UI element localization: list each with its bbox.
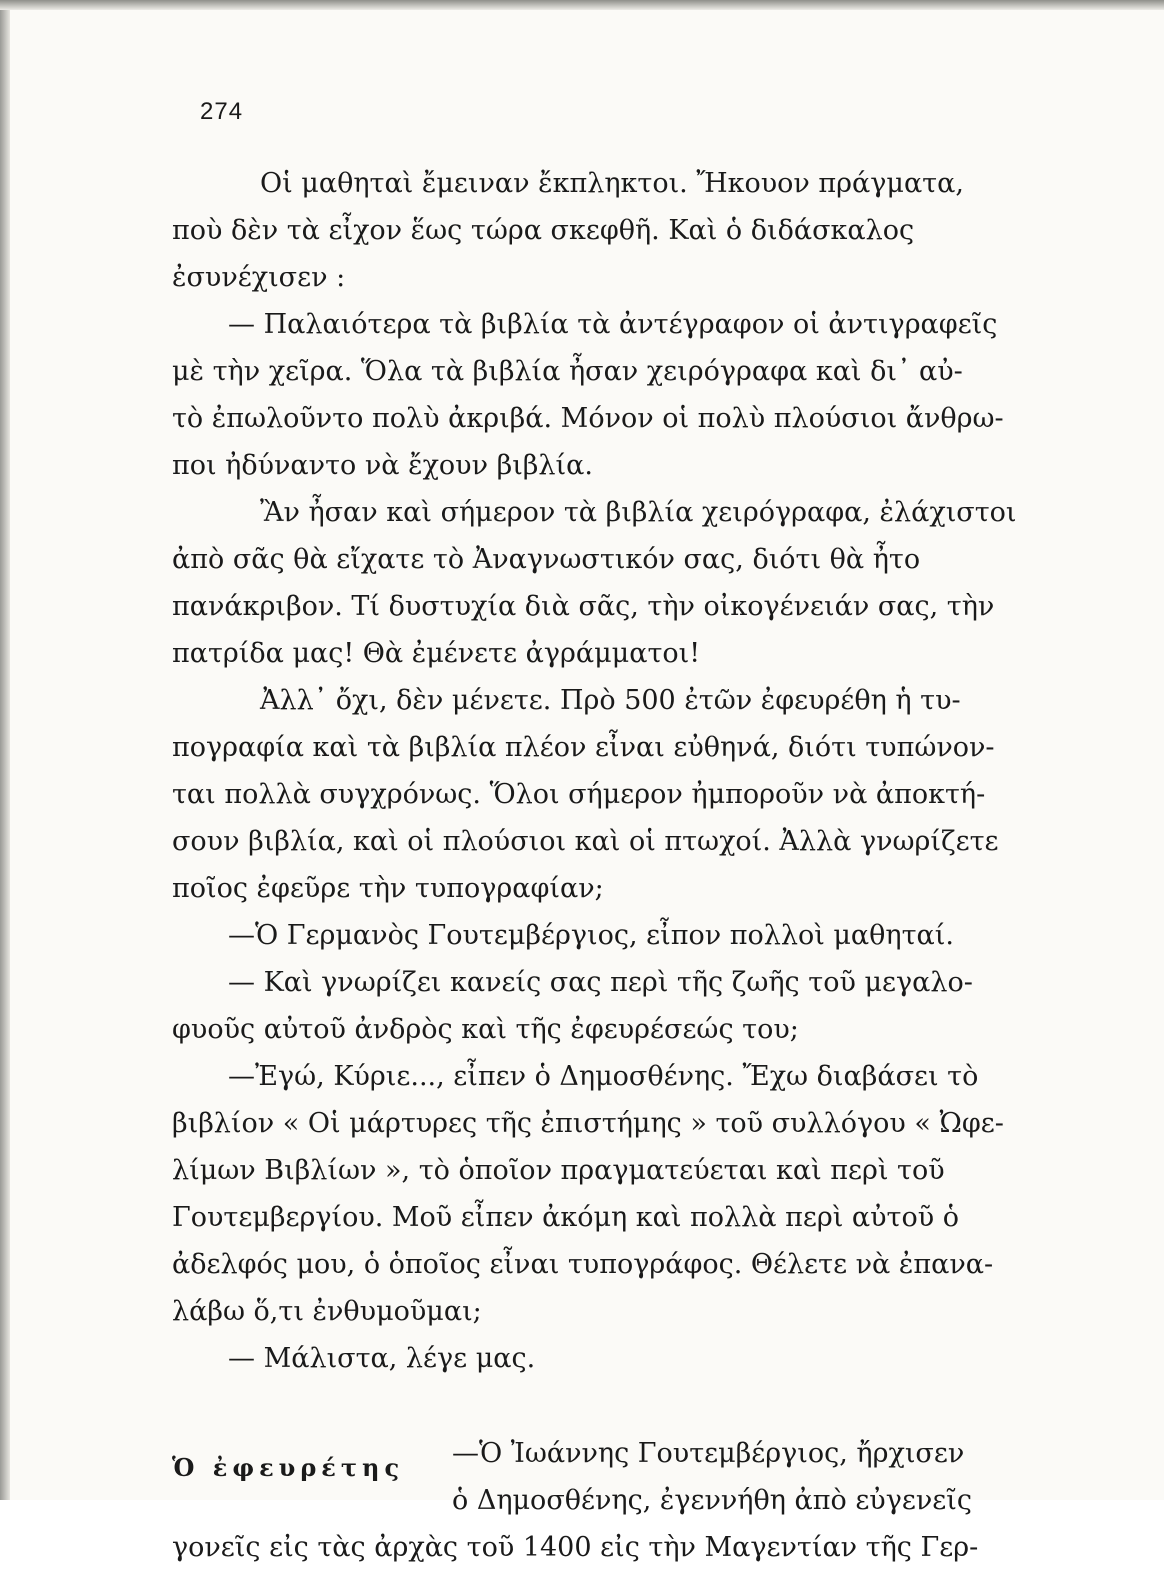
text-line: —Ἐγώ, Κύριε..., εἶπεν ὁ Δημοσθένης. Ἔχω διαβάσει τὸ <box>228 1061 979 1092</box>
text-line: ποι ἠδύναντο νὰ ἔχουν βιβλία. <box>172 450 593 481</box>
text-line: Οἱ μαθηταὶ ἔμειναν ἔκπληκτοι. Ἤκουον πράγματα, <box>260 168 964 199</box>
body-text <box>172 160 1018 1571</box>
text-line: Ἀλλ᾿ ὄχι, δὲν μένετε. Πρὸ 500 ἐτῶν ἐφευρέθη ἡ τυ- <box>260 685 961 716</box>
text-line: ἐσυνέχισεν : <box>172 262 346 293</box>
text-line: λίμων Βιβλίων », τὸ ὁποῖον πραγματεύεται καὶ περὶ τοῦ <box>172 1155 945 1186</box>
text-line: πατρίδα μας! Θὰ ἐμένετε ἀγράμματοι! <box>172 638 701 669</box>
text-line: πανάκριβον. Τί δυστυχία διὰ σᾶς, τὴν οἰκογένειάν σας, τὴν <box>172 591 995 622</box>
text-line: —Ὁ Γερμανὸς Γουτεμβέργιος, εἶπον πολλοὶ μαθηταί. <box>228 920 954 951</box>
text-line: μὲ τὴν χεῖρα. Ὅλα τὰ βιβλία ἦσαν χειρόγραφα καὶ δι᾿ αὐ- <box>172 356 963 387</box>
text-line: —Ὁ Ἰωάννης Γουτεμβέργιος, ἤρχισεν <box>452 1438 965 1469</box>
text-line: γονεῖς εἰς τὰς ἀρχὰς τοῦ 1400 εἰς τὴν Μαγεντίαν τῆς Γερ- <box>172 1532 979 1563</box>
text-line: ὁ Δημοσθένης, ἐγεννήθη ἀπὸ εὐγενεῖς <box>452 1485 972 1516</box>
scan-left-edge <box>0 0 10 1500</box>
text-line: φυοῦς αὐτοῦ ἀνδρὸς καὶ τῆς ἐφευρέσεώς του; <box>172 1014 799 1045</box>
text-line: — Παλαιότερα τὰ βιβλία τὰ ἀντέγραφον οἱ ἀντιγραφεῖς <box>228 309 998 340</box>
text-line: ἀδελφός μου, ὁ ὁποῖος εἶναι τυπογράφος. Θέλετε νὰ ἐπανα- <box>172 1249 994 1280</box>
text-line: λάβω ὅ,τι ἐνθυμοῦμαι; <box>172 1296 482 1327</box>
text-line: βιβλίον « Οἱ μάρτυρες τῆς ἐπιστήμης » τοῦ συλλόγου « Ὠφε- <box>172 1108 1004 1139</box>
text-line: — Καὶ γνωρίζει κανείς σας περὶ τῆς ζωῆς τοῦ μεγαλο- <box>228 967 973 998</box>
text-line: σουν βιβλία, καὶ οἱ πλούσιοι καὶ οἱ πτωχοί. Ἀλλὰ γνωρίζετε <box>172 826 999 857</box>
scan-top-edge <box>0 0 1164 10</box>
section-opening <box>172 1430 1018 1524</box>
text-line: ποῖος ἐφεῦρε τὴν τυπογραφίαν; <box>172 873 604 904</box>
text-line: ποὺ δὲν τὰ εἶχον ἕως τώρα σκεφθῆ. Καὶ ὁ διδάσκαλος <box>172 215 915 246</box>
text-line: — Μάλιστα, λέγε μας. <box>228 1343 536 1374</box>
section-sidehead: Ὁ ἐφευρέτης <box>172 1453 405 1482</box>
text-line: ἀπὸ σᾶς θὰ εἴχατε τὸ Ἀναγνωστικόν σας, διότι θὰ ἦτο <box>172 544 921 575</box>
text-line: Ἂν ἦσαν καὶ σήμερον τὰ βιβλία χειρόγραφα, ἐλάχιστοι <box>260 497 1017 528</box>
text-line: τὸ ἐπωλοῦντο πολὺ ἀκριβά. Μόνον οἱ πολὺ πλούσιοι ἄνθρω- <box>172 403 1004 434</box>
text-line: ται πολλὰ συγχρόνως. Ὅλοι σήμερον ἠμποροῦν νὰ ἀποκτή- <box>172 779 986 810</box>
page-number: 274 <box>200 98 244 125</box>
text-line: Γουτεμβεργίου. Μοῦ εἶπεν ἀκόμη καὶ πολλὰ περὶ αὐτοῦ ὁ <box>172 1202 959 1233</box>
section-gap <box>172 1382 1018 1430</box>
text-line: πογραφία καὶ τὰ βιβλία πλέον εἶναι εὐθηνά, διότι τυπώνον- <box>172 732 995 763</box>
